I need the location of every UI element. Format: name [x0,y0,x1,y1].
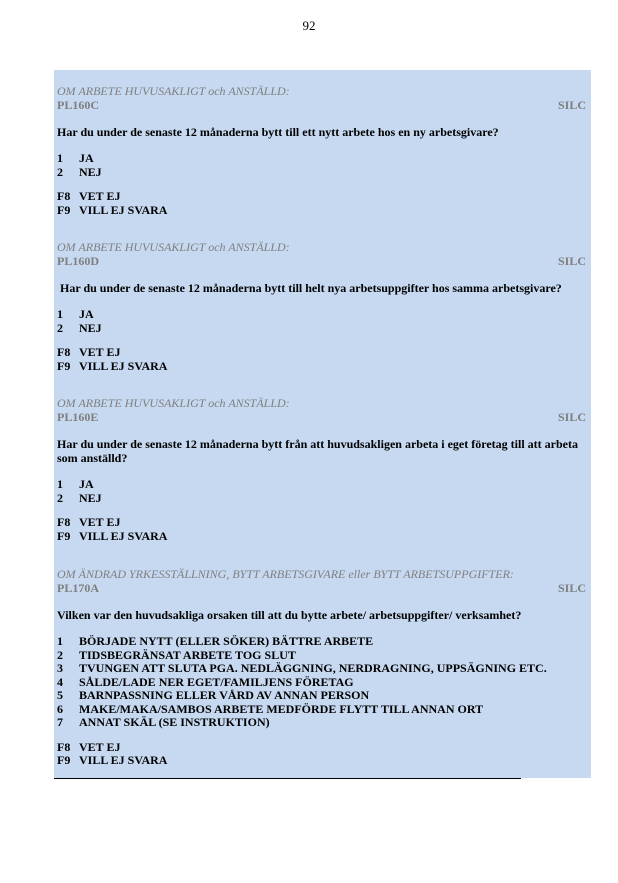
option-label: VET EJ [79,515,121,529]
answer-option [57,166,586,180]
option-label: JA [79,477,94,491]
variable-code: PL170A [57,581,99,595]
questionnaire-panel [54,70,591,778]
question-block-pl160e [57,397,586,543]
option-number: F8 [57,515,71,529]
answer-options [57,635,586,768]
answer-option [57,190,586,204]
option-number: F8 [57,739,71,754]
option-label: VILL EJ SVARA [79,202,168,217]
page-number: 92 [302,18,316,33]
answer-option [57,649,586,663]
answer-option [57,635,586,649]
question-block-pl160d [57,241,586,373]
option-number: 1 [57,477,63,491]
question-text: Har du under de senaste 12 månaderna bytt från att huvudsakligen arbeta i eget företag till att arbeta som anställd? [57,437,578,465]
answer-option [57,204,586,218]
answer-option [57,716,586,730]
code-row [57,581,586,595]
answer-option [57,308,586,322]
question-text: Vilken var den huvudsakliga orsaken till att du bytte arbete/ arbetsuppgifter/ verksamhet? [57,608,522,622]
answer-option [57,530,586,544]
question-block-pl170a [57,568,586,768]
option-number: 1 [57,307,63,321]
source-tag: SILC [557,254,586,268]
option-label: VILL EJ SVARA [79,528,168,543]
option-number: 6 [57,701,63,716]
answer-option [57,689,586,703]
option-number: 7 [57,715,63,729]
question-text: Har du under de senaste 12 månaderna bytt till helt nya arbetsuppgifter hos samma arbetsgivare? [57,281,562,295]
variable-code: PL160C [57,98,99,112]
code-row [57,410,586,424]
option-number: F9 [57,202,71,217]
answer-option [57,322,586,336]
answer-option [57,360,586,374]
condition-text: OM ARBETE HUVUSAKLIGT och ANSTÄLLD: [57,396,290,410]
option-label: VET EJ [79,739,121,754]
option-number: 2 [57,647,63,662]
option-number: F8 [57,345,71,359]
source-tag: SILC [557,581,586,595]
option-label: ANNAT SKÄL (SE INSTRUKTION) [79,715,270,729]
option-number: 2 [57,490,63,505]
option-label: VET EJ [79,345,121,359]
answer-option [57,346,586,360]
condition-text: OM ÄNDRAD YRKESSTÄLLNING, BYTT ARBETSGIVARE eller BYTT ARBETSUPPGIFTER: [57,567,514,581]
option-label: NEJ [79,490,102,505]
option-number: F9 [57,753,71,767]
option-label: NEJ [79,164,102,179]
option-label: JA [79,151,94,165]
answer-options [57,308,586,373]
option-number: 1 [57,634,63,648]
answer-option [57,662,586,676]
answer-option [57,152,586,166]
option-label: TIDSBEGRÄNSAT ARBETE TOG SLUT [79,647,296,662]
variable-code: PL160E [57,410,99,424]
option-number: 3 [57,661,63,675]
option-number: F9 [57,528,71,543]
question-block-pl160c [57,85,586,217]
question-text: Har du under de senaste 12 månaderna bytt till ett nytt arbete hos en ny arbetsgivare? [57,125,499,139]
section-divider [54,778,521,779]
option-label: SÅLDE/LADE NER EGET/FAMILJENS FÖRETAG [79,674,354,689]
option-label: MAKE/MAKA/SAMBOS ARBETE MEDFÖRDE FLYTT TILL ANNAN ORT [79,701,484,716]
answer-option [57,676,586,690]
answer-option [57,492,586,506]
option-number: 5 [57,688,63,702]
option-label: VILL EJ SVARA [79,358,168,373]
option-label: BÖRJADE NYTT (ELLER SÖKER) BÄTTRE ARBETE [79,634,374,648]
answer-option [57,516,586,530]
option-number: 2 [57,320,63,335]
option-label: TVUNGEN ATT SLUTA PGA. NEDLÄGGNING, NERDRAGNING, UPPSÄGNING ETC. [79,661,547,675]
code-row [57,254,586,268]
condition-text: OM ARBETE HUVUSAKLIGT och ANSTÄLLD: [57,84,290,98]
variable-code: PL160D [57,254,99,268]
option-number: F8 [57,189,71,203]
answer-options [57,152,586,217]
answer-option [57,478,586,492]
code-row [57,98,586,112]
option-label: VILL EJ SVARA [79,753,168,767]
answer-options [57,478,586,543]
condition-text: OM ARBETE HUVUSAKLIGT och ANSTÄLLD: [57,240,290,254]
option-label: VET EJ [79,189,121,203]
option-number: 4 [57,674,63,689]
option-label: JA [79,307,94,321]
source-tag: SILC [557,98,586,112]
answer-option [57,754,586,768]
option-number: 2 [57,164,63,179]
option-number: F9 [57,358,71,373]
option-label: NEJ [79,320,102,335]
source-tag: SILC [557,410,586,424]
answer-option [57,741,586,755]
answer-option [57,703,586,717]
option-label: BARNPASSNING ELLER VÅRD AV ANNAN PERSON [79,688,370,702]
option-number: 1 [57,151,63,165]
